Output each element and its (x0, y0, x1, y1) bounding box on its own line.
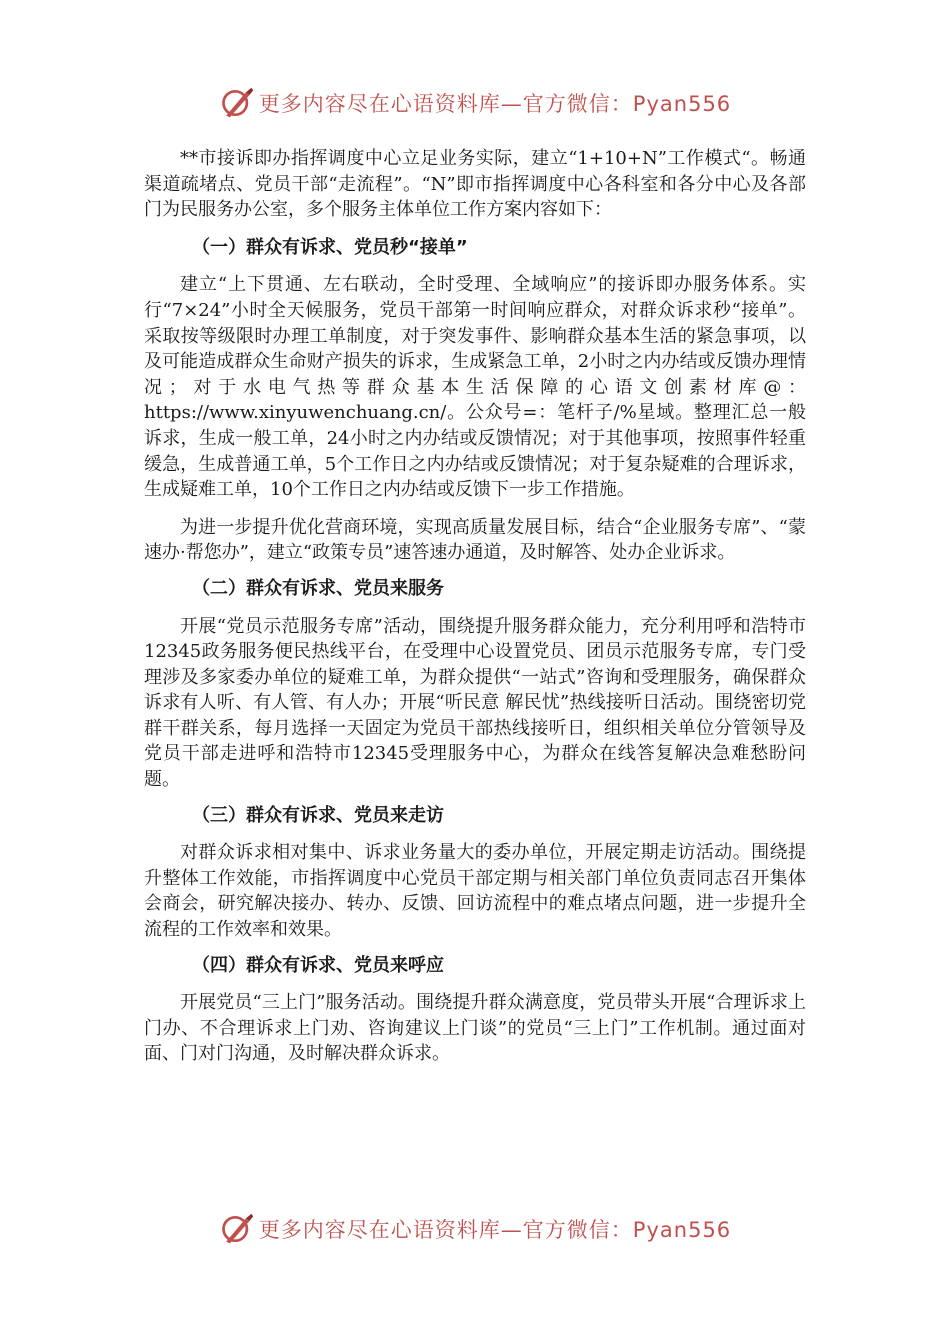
banner-text: 更多内容尽在心语资料库—官方微信：Pyan556 (258, 92, 732, 116)
footer-banner (0, 1209, 950, 1249)
pen-logo-icon (219, 85, 255, 121)
pen-logo-icon (219, 1211, 255, 1247)
section-heading-4: （四）群众有诉求、党员来呼应 (192, 954, 444, 976)
section-heading-1: （一）群众有诉求、党员秒“接单” (192, 236, 468, 258)
intro-paragraph: **市接诉即办指挥调度中心立足业务实际，建立“1+10+N”工作模式“。畅通渠道疏堵点、党员干部“走流程”。“N”即市指挥调度中心各科室和各分中心及各部门为民服务办公室，多个服务主体单位工作方案内容如下： (144, 148, 806, 221)
banner-text: 更多内容尽在心语资料库—官方微信：Pyan556 (258, 1218, 732, 1242)
section-1-paragraph-1: 建立“上下贯通、左右联动，全时受理、全域响应”的接诉即办服务体系。实行“7×24”小时全天候服务，党员干部第一时间响应群众，对群众诉求秒“接单”。采取按等级限时办理工单制度，对于突发事件、影响群众基本生活的紧急事项，以及可能造成群众生命财产损失的诉求，生成紧急工单，2小时之内办结或反馈办理情况；对于水电气热等群众基本生活保障的心语文创素材库@：https://www.xinyuwenchuang.cn/。公众号=：笔杆子/%星域。整理汇总一般诉求，生成一般工单，24小时之内办结或反馈情况；对于其他事项，按照事件轻重缓急，生成普通工单，5个工作日之内办结或反馈情况；对于复杂疑难的合理诉求，生成疑难工单，10个工作日之内办结或反馈下一步工作措施。 (144, 274, 806, 501)
document-body (144, 146, 806, 1067)
section-3-paragraph-1: 对群众诉求相对集中、诉求业务量大的委办单位，开展定期走访活动。围绕提升整体工作效能，市指挥调度中心党员干部定期与相关部门单位负责同志召开集体会商会，研究解决接办、转办、反馈、回访流程中的难点堵点问题，进一步提升全流程的工作效率和效果。 (144, 842, 806, 941)
section-heading-2: （二）群众有诉求、党员来服务 (192, 577, 444, 599)
section-4-paragraph-1: 开展党员“三上门”服务活动。围绕提升群众满意度，党员带头开展“合理诉求上门办、不合理诉求上门劝、咨询建议上门谈”的党员“三上门”工作机制。通过面对面、门对门沟通，及时解决群众诉求。 (144, 992, 806, 1065)
section-2-paragraph-1: 开展“党员示范服务专席”活动，围绕提升服务群众能力，充分利用呼和浩特市12345政务服务便民热线平台，在受理中心设置党员、团员示范服务专席，专门受理涉及多家委办单位的疑难工单，为群众提供“一站式”咨询和受理服务，确保群众诉求有人听、有人管、有人办；开展“听民意 解民忧”热线接听日活动。围绕密切党群干群关系，每月选择一天固定为党员干部热线接听日，组织相关单位分管领导及党员干部走进呼和浩特市12345受理服务中心，为群众在线答复解决急难愁盼问题。 (144, 615, 806, 791)
section-1-paragraph-2: 为进一步提升优化营商环境，实现高质量发展目标，结合“企业服务专席”、“蒙速办·帮您办”，建立“政策专员”速答速办通道，及时解答、处办企业诉求。 (144, 516, 806, 564)
header-banner (0, 83, 950, 123)
section-heading-3: （三）群众有诉求、党员来走访 (192, 804, 444, 826)
